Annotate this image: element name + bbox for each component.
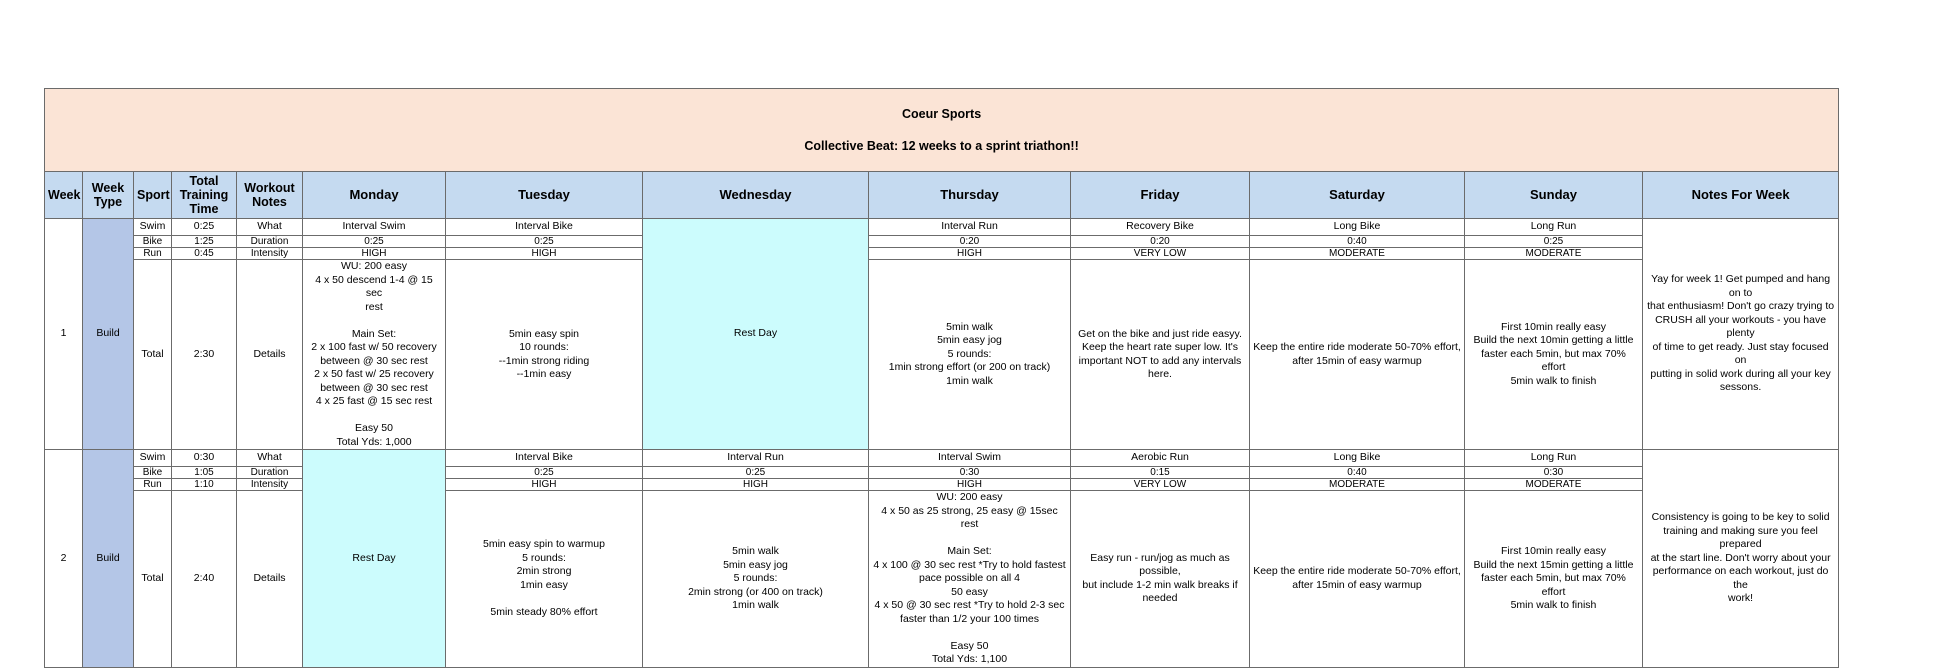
week-type: Build xyxy=(83,450,134,668)
wednesday-rest-day: Rest Day xyxy=(643,219,869,450)
row-label-details: Details xyxy=(237,491,303,668)
monday-details: WU: 200 easy 4 x 50 descend 1-4 @ 15 sec rest Main Set: 2 x 100 fast w/ 50 recovery between @ 30 sec rest 2 x 50 fast w/ 25 recovery between @ 30 sec rest 4 x 25 fast @ 15 sec rest Easy 50 Total Yds: 1,000 xyxy=(303,260,446,450)
sheet-title xyxy=(45,89,1839,172)
sport-swim-time: 0:30 xyxy=(172,450,237,467)
friday-what: Recovery Bike xyxy=(1071,219,1250,236)
sport-bike-time: 1:25 xyxy=(172,236,237,248)
header-tuesday: Tuesday xyxy=(446,172,643,219)
saturday-intensity: MODERATE xyxy=(1250,479,1465,491)
header-wednesday: Wednesday xyxy=(643,172,869,219)
monday-rest-day: Rest Day xyxy=(303,450,446,668)
wednesday-intensity: HIGH xyxy=(643,479,869,491)
training-plan-table xyxy=(44,88,1839,668)
sunday-duration: 0:30 xyxy=(1465,467,1643,479)
week-2-row-what xyxy=(45,450,1839,467)
week-1-row-intensity xyxy=(45,248,1839,260)
header-week-type: Week Type xyxy=(83,172,134,219)
header-week: Week xyxy=(45,172,83,219)
sport-total: Total xyxy=(134,260,172,450)
row-label-what: What xyxy=(237,450,303,467)
thursday-details: WU: 200 easy 4 x 50 as 25 strong, 25 easy @ 15sec rest Main Set: 4 x 100 @ 30 sec rest *Try to hold fastest pace possible on all 4 50 easy 4 x 50 @ 30 sec rest *Try to hold 2-3 sec faster than 1/2 your 100 times Easy 50 Total Yds: 1,100 xyxy=(869,491,1071,668)
week-number: 2 xyxy=(45,450,83,668)
header-saturday: Saturday xyxy=(1250,172,1465,219)
monday-duration: 0:25 xyxy=(303,236,446,248)
sport-swim: Swim xyxy=(134,450,172,467)
wednesday-duration: 0:25 xyxy=(643,467,869,479)
sport-swim-time: 0:25 xyxy=(172,219,237,236)
week-1-row-what xyxy=(45,219,1839,236)
training-plan-sheet xyxy=(44,88,1838,668)
saturday-what: Long Bike xyxy=(1250,219,1465,236)
sunday-details: First 10min really easy Build the next 15min getting a little faster each 5min, but max 70% effort 5min walk to finish xyxy=(1465,491,1643,668)
sport-bike: Bike xyxy=(134,467,172,479)
tuesday-intensity: HIGH xyxy=(446,248,643,260)
thursday-duration: 0:30 xyxy=(869,467,1071,479)
sport-bike-time: 1:05 xyxy=(172,467,237,479)
sport-run: Run xyxy=(134,248,172,260)
thursday-intensity: HIGH xyxy=(869,479,1071,491)
sport-total-time: 2:40 xyxy=(172,491,237,668)
tuesday-what: Interval Bike xyxy=(446,450,643,467)
row-label-intensity: Intensity xyxy=(237,248,303,260)
friday-what: Aerobic Run xyxy=(1071,450,1250,467)
sport-bike: Bike xyxy=(134,236,172,248)
friday-intensity: VERY LOW xyxy=(1071,248,1250,260)
notes-for-week: Consistency is going to be key to solid training and making sure you feel prepared at the start line. Don't worry about your performance on each workout, just do the work! xyxy=(1643,450,1839,668)
sport-run-time: 1:10 xyxy=(172,479,237,491)
thursday-what: Interval Run xyxy=(869,219,1071,236)
notes-for-week: Yay for week 1! Get pumped and hang on to that enthusiasm! Don't go crazy trying to CRUSH all your workouts - you have plenty of time to get ready. Just stay focused on putting in solid work during all your key sessons. xyxy=(1643,219,1839,450)
header-monday: Monday xyxy=(303,172,446,219)
thursday-duration: 0:20 xyxy=(869,236,1071,248)
week-1-row-details xyxy=(45,260,1839,450)
row-label-duration: Duration xyxy=(237,236,303,248)
tuesday-intensity: HIGH xyxy=(446,479,643,491)
monday-intensity: HIGH xyxy=(303,248,446,260)
header-friday: Friday xyxy=(1071,172,1250,219)
header-row xyxy=(45,172,1839,219)
tuesday-details: 5min easy spin to warmup 5 rounds: 2min strong 1min easy 5min steady 80% effort xyxy=(446,491,643,668)
week-number: 1 xyxy=(45,219,83,450)
sport-run: Run xyxy=(134,479,172,491)
header-thursday: Thursday xyxy=(869,172,1071,219)
sunday-intensity: MODERATE xyxy=(1465,248,1643,260)
row-label-what: What xyxy=(237,219,303,236)
thursday-what: Interval Swim xyxy=(869,450,1071,467)
sport-total: Total xyxy=(134,491,172,668)
saturday-details: Keep the entire ride moderate 50-70% effort, after 15min of easy warmup xyxy=(1250,260,1465,450)
thursday-details: 5min walk 5min easy jog 5 rounds: 1min strong effort (or 200 on track) 1min walk xyxy=(869,260,1071,450)
wednesday-details: 5min walk 5min easy jog 5 rounds: 2min strong (or 400 on track) 1min walk xyxy=(643,491,869,668)
tuesday-duration: 0:25 xyxy=(446,467,643,479)
saturday-duration: 0:40 xyxy=(1250,236,1465,248)
title-line-2: Collective Beat: 12 weeks to a sprint triathon!! xyxy=(804,139,1079,153)
header-notes-for-week: Notes For Week xyxy=(1643,172,1839,219)
row-label-intensity: Intensity xyxy=(237,479,303,491)
saturday-duration: 0:40 xyxy=(1250,467,1465,479)
header-sport: Sport xyxy=(134,172,172,219)
saturday-intensity: MODERATE xyxy=(1250,248,1465,260)
header-workout-notes: Workout Notes xyxy=(237,172,303,219)
sport-run-time: 0:45 xyxy=(172,248,237,260)
friday-details: Easy run - run/jog as much as possible, but include 1-2 min walk breaks if needed xyxy=(1071,491,1250,668)
friday-duration: 0:15 xyxy=(1071,467,1250,479)
sport-total-time: 2:30 xyxy=(172,260,237,450)
week-1-row-duration xyxy=(45,236,1839,248)
tuesday-duration: 0:25 xyxy=(446,236,643,248)
row-label-duration: Duration xyxy=(237,467,303,479)
sport-swim: Swim xyxy=(134,219,172,236)
header-sunday: Sunday xyxy=(1465,172,1643,219)
saturday-details: Keep the entire ride moderate 50-70% effort, after 15min of easy warmup xyxy=(1250,491,1465,668)
sunday-details: First 10min really easy Build the next 10min getting a little faster each 5min, but max 70% effort 5min walk to finish xyxy=(1465,260,1643,450)
wednesday-what: Interval Run xyxy=(643,450,869,467)
title-line-1: Coeur Sports xyxy=(901,107,982,121)
sunday-what: Long Run xyxy=(1465,450,1643,467)
sunday-intensity: MODERATE xyxy=(1465,479,1643,491)
saturday-what: Long Bike xyxy=(1250,450,1465,467)
friday-intensity: VERY LOW xyxy=(1071,479,1250,491)
thursday-intensity: HIGH xyxy=(869,248,1071,260)
row-label-details: Details xyxy=(237,260,303,450)
friday-details: Get on the bike and just ride easyy. Keep the heart rate super low. It's important NOT to add any intervals here. xyxy=(1071,260,1250,450)
tuesday-details: 5min easy spin 10 rounds: --1min strong riding --1min easy xyxy=(446,260,643,450)
week-type: Build xyxy=(83,219,134,450)
sunday-duration: 0:25 xyxy=(1465,236,1643,248)
friday-duration: 0:20 xyxy=(1071,236,1250,248)
monday-what: Interval Swim xyxy=(303,219,446,236)
sunday-what: Long Run xyxy=(1465,219,1643,236)
tuesday-what: Interval Bike xyxy=(446,219,643,236)
header-total-training-time: Total Training Time xyxy=(172,172,237,219)
